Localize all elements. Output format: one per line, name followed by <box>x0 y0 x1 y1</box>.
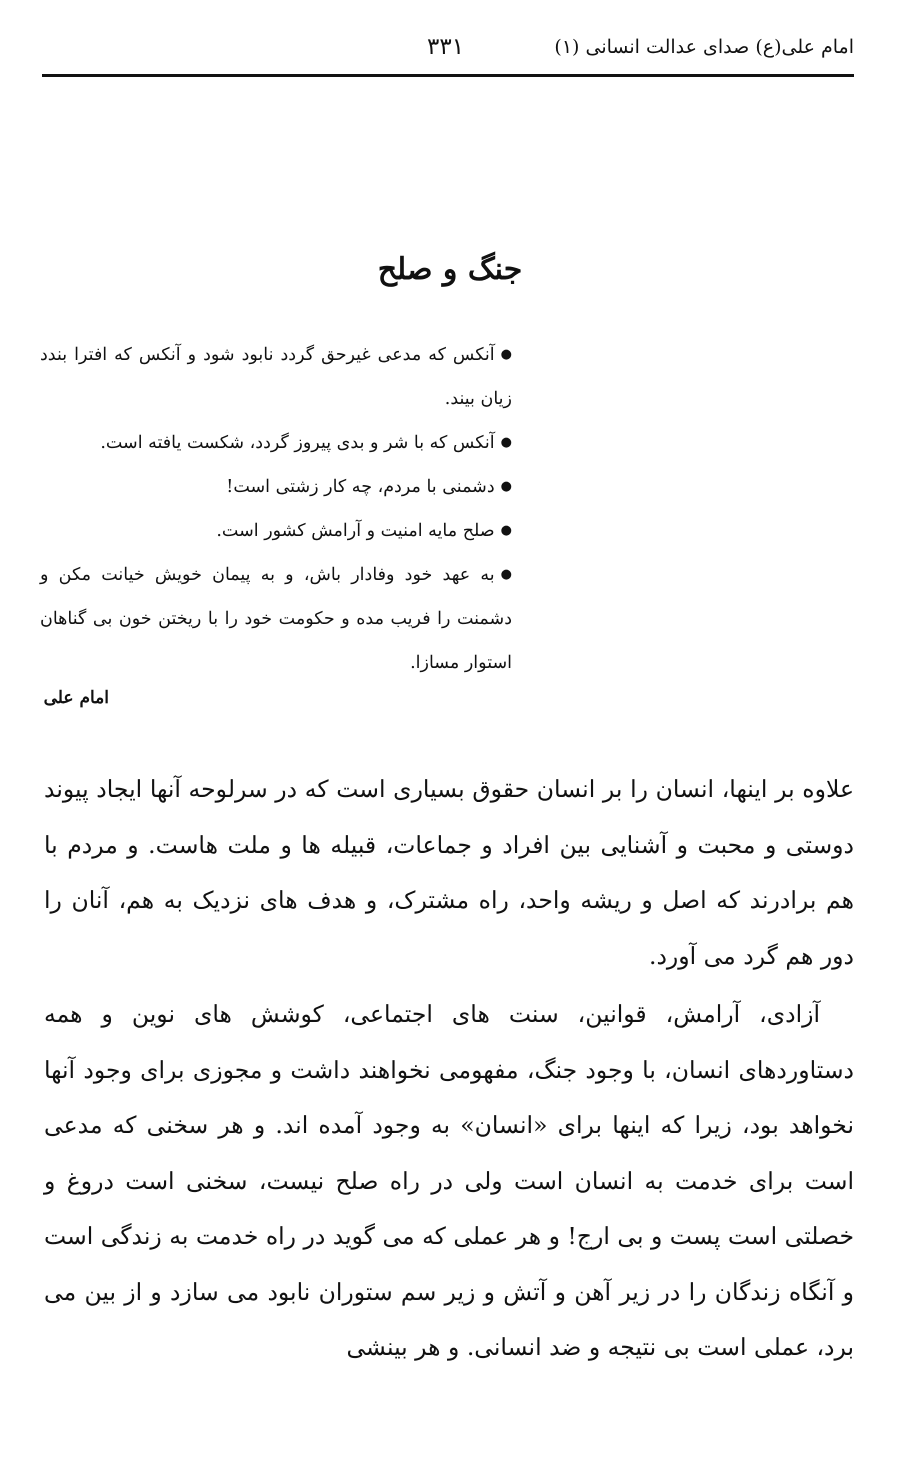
quote-text: آنکس که با شر و بدی پیروز گردد، شکست یافته است. <box>100 433 495 453</box>
body-text <box>44 762 854 1376</box>
quote-author: امام علی <box>43 688 109 708</box>
quote-list <box>40 333 512 685</box>
page-number: ۳۳۱ <box>427 34 465 60</box>
bullet-icon: ● <box>500 567 512 582</box>
bullet-icon: ● <box>500 479 512 494</box>
paragraph: آزادی، آرامش، قوانین، سنت های اجتماعی، کوشش های نوین و همه دستاوردهای انسان، با وجود جنگ، مفهومی نخواهند داشت و مجوزی برای وجود آنها نخواهد بود، زیرا که اینها برای «انسان» به وجود آمده اند. و هر سخنی که مدعی است برای خدمت به انسان است ولی در راه صلح نیست، سخنی است دروغ و خصلتی است پست و بی ارج! و هر عملی که می گوید در راه خدمت به زندگی است و آنگاه زندگان را در زیر آهن و آتش و زیر سم ستوران نابود می سازد و از بین می برد، عملی است بی نتیجه و ضد انسانی. و هر بینشی <box>43 1000 854 1361</box>
bullet-icon: ● <box>500 523 512 538</box>
quote-text: آنکس که مدعی غیرحق گردد نابود شود و آنکس که افترا بندد زیان بیند. <box>40 345 512 409</box>
quote-text: به عهد خود وفادار باش، و به پیمان خویش خیانت مکن و دشمنت را فریب مده و حکومت خود را با ریختن خون بی گناهان استوار مسازا. <box>40 565 512 673</box>
quote-text: صلح مایه امنیت و آرامش کشور است. <box>216 521 495 541</box>
bullet-icon: ● <box>500 347 512 362</box>
chapter-title: جنگ و صلح <box>377 252 523 287</box>
quote-text: دشمنی با مردم، چه کار زشتی است! <box>226 477 495 497</box>
quote-item <box>40 333 512 421</box>
paragraph: علاوه بر اینها، انسان را بر انسان حقوق بسیاری است که در سرلوحه آنها ایجاد پیوند دوستی و محبت و آشنایی بین افراد و جماعات، قبیله ها و ملت هاست. و مردم با هم برادرند که اصل و ریشه واحد، راه مشترک، و هدف های نزدیک به هم، آنان را دور هم گرد می آورد. <box>44 775 854 970</box>
bullet-icon: ● <box>500 435 512 450</box>
quote-item <box>40 465 512 509</box>
quote-item <box>40 553 512 685</box>
quote-item <box>40 509 512 553</box>
running-header <box>42 28 854 77</box>
book-title: امام علی(ع) صدای عدالت انسانی (۱) <box>554 36 854 58</box>
quote-item <box>40 421 512 465</box>
